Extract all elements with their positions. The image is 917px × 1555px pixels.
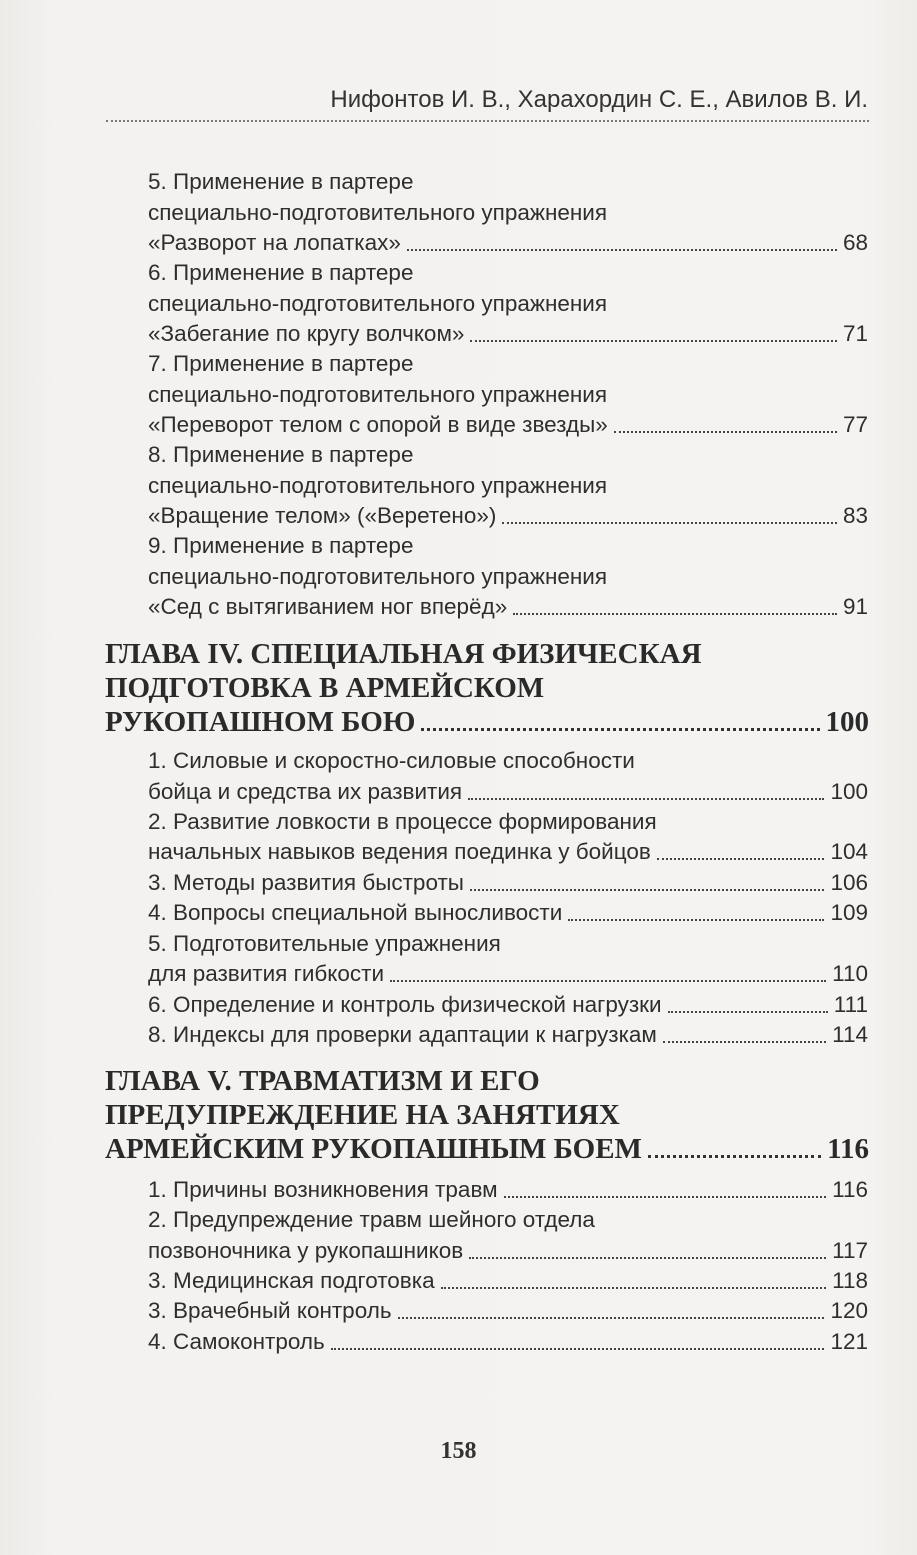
leader-dots <box>568 919 824 921</box>
chapter-heading-line[interactable] <box>105 1132 869 1166</box>
toc-entry-text: «Забегание по кругу волчком» <box>148 321 465 346</box>
toc-entry-line[interactable] <box>148 1327 868 1357</box>
toc-entry-line <box>148 258 868 288</box>
leader-dots <box>421 728 819 731</box>
toc-entry-text: 3. Методы развития быстроты <box>148 870 464 895</box>
toc-entry-text: специально-подготовительного упражнения <box>148 473 608 498</box>
page-number: 120 <box>830 1298 868 1323</box>
leader-dots <box>504 1196 827 1198</box>
toc-entry-line[interactable] <box>148 1020 868 1050</box>
toc-entry-line <box>148 440 868 470</box>
toc-entry-line[interactable] <box>148 1296 868 1326</box>
toc-entry-line[interactable] <box>148 501 868 531</box>
toc-entry-text: 7. Применение в партере <box>148 351 414 376</box>
toc-entry-text: «Переворот телом с опорой в виде звезды» <box>148 412 608 437</box>
toc-entry-line <box>148 1205 868 1235</box>
leader-dots <box>470 340 837 342</box>
toc-entry-line[interactable] <box>148 868 868 898</box>
toc-entry-line[interactable] <box>148 228 868 258</box>
toc-entry-line[interactable] <box>148 837 868 867</box>
leader-dots <box>663 1041 826 1043</box>
toc-entry-text: 5. Применение в партере <box>148 169 414 194</box>
chapter-title: АРМЕЙСКИМ РУКОПАШНЫМ БОЕМ <box>105 1133 642 1165</box>
page-number: 83 <box>842 503 868 528</box>
toc-entry-text: 2. Предупреждение травм шейного отдела <box>148 1207 595 1232</box>
toc-entry-line <box>148 471 868 501</box>
toc-entry-text: 6. Определение и контроль физической нагрузки <box>148 992 662 1017</box>
toc-entry-line[interactable] <box>148 592 868 622</box>
toc-entry-text: начальных навыков ведения поединка у бойцов <box>148 839 651 864</box>
leader-dots <box>657 858 825 860</box>
page-number: 116 <box>832 1177 868 1202</box>
toc-entry-text: 9. Применение в партере <box>148 533 414 558</box>
toc-entry-line[interactable] <box>148 319 868 349</box>
toc-entry-line <box>148 807 868 837</box>
chapter-title: ГЛАВА IV. СПЕЦИАЛЬНАЯ ФИЗИЧЕСКАЯ <box>105 638 702 670</box>
leader-dots <box>502 522 837 524</box>
toc-entry-text: 3. Медицинская подготовка <box>148 1268 435 1293</box>
toc-entry-line <box>148 380 868 410</box>
toc-entry-text: 8. Индексы для проверки адаптации к нагрузкам <box>148 1022 657 1047</box>
toc-entry-text: бойца и средства их развития <box>148 779 463 804</box>
running-header: Нифонтов И. В., Харахордин С. Е., Авилов В. И. <box>330 86 868 113</box>
leader-dots <box>390 980 826 982</box>
toc-entry-text: 8. Применение в партере <box>148 442 414 467</box>
toc-entry-line <box>148 198 868 228</box>
page-number: 71 <box>842 321 868 346</box>
toc-entry-text: для развития гибкости <box>148 961 385 986</box>
toc-entry-line <box>148 562 868 592</box>
toc-entry-line[interactable] <box>148 990 868 1020</box>
toc-entry-line[interactable] <box>148 1175 868 1205</box>
chapter-heading-line <box>105 1098 869 1132</box>
header-rule <box>106 120 869 122</box>
toc-entry-line <box>148 167 868 197</box>
page-number: 100 <box>825 706 869 738</box>
toc-entry-text: специально-подготовительного упражнения <box>148 291 608 316</box>
page-number: 106 <box>830 870 868 895</box>
toc-entry-text: «Сед с вытягиванием ног вперёд» <box>148 594 508 619</box>
chapter-heading-line <box>105 1064 869 1098</box>
toc-entry-text: специально-подготовительного упражнения <box>148 564 608 589</box>
toc-entry-text: 5. Подготовительные упражнения <box>148 931 501 956</box>
toc-entry-line <box>148 929 868 959</box>
leader-dots <box>441 1287 827 1289</box>
toc-entry-text: 1. Силовые и скоростно-силовые способности <box>148 748 635 773</box>
toc-entry-text: 1. Причины возникновения травм <box>148 1177 498 1202</box>
toc-entry-text: 2. Развитие ловкости в процессе формирования <box>148 809 657 834</box>
toc-entry-line[interactable] <box>148 410 868 440</box>
chapter-title: ГЛАВА V. ТРАВМАТИЗМ И ЕГО <box>105 1065 540 1097</box>
leader-dots <box>398 1317 825 1319</box>
chapter-title: РУКОПАШНОМ БОЮ <box>105 706 416 738</box>
page-number: 111 <box>833 992 868 1017</box>
toc-entry-text: позвоночника у рукопашников <box>148 1238 464 1263</box>
leader-dots <box>468 798 824 800</box>
toc-entry-text: 4. Самоконтроль <box>148 1329 325 1354</box>
toc-entry-text: «Вращение телом» («Веретено») <box>148 503 497 528</box>
page-number-footer: 158 <box>440 1438 477 1464</box>
page-number: 110 <box>832 961 868 986</box>
toc-entry-text: «Разворот на лопатках» <box>148 230 401 255</box>
page-number: 100 <box>830 779 868 804</box>
toc-entry-text: 4. Вопросы специальной выносливости <box>148 900 563 925</box>
toc-entry-line[interactable] <box>148 1236 868 1266</box>
page-number: 77 <box>842 412 868 437</box>
toc-entry-line <box>148 531 868 561</box>
toc-entry-text: 3. Врачебный контроль <box>148 1298 392 1323</box>
toc-entry-line <box>148 289 868 319</box>
chapter-heading-line[interactable] <box>105 705 869 739</box>
page-number: 116 <box>827 1133 869 1165</box>
leader-dots <box>331 1348 825 1350</box>
toc-entry-text: специально-подготовительного упражнения <box>148 382 608 407</box>
leader-dots <box>469 1257 826 1259</box>
page-number: 121 <box>830 1329 868 1354</box>
toc-entry-line[interactable] <box>148 898 868 928</box>
page-number: 109 <box>830 900 868 925</box>
chapter-heading-line <box>105 671 869 705</box>
page-number: 91 <box>842 594 868 619</box>
toc-entry-line[interactable] <box>148 1266 868 1296</box>
leader-dots <box>407 249 837 251</box>
toc-entry-line <box>148 746 868 776</box>
page-number: 118 <box>832 1268 868 1293</box>
page-number: 114 <box>832 1022 868 1047</box>
chapter-heading-line <box>105 637 869 671</box>
page-number: 68 <box>842 230 868 255</box>
page-number: 117 <box>832 1238 868 1263</box>
leader-dots <box>513 613 837 615</box>
toc-entry-line <box>148 349 868 379</box>
toc-entry-text: 6. Применение в партере <box>148 260 414 285</box>
toc-entry-line[interactable] <box>148 777 868 807</box>
chapter-title: ПОДГОТОВКА В АРМЕЙСКОМ <box>105 672 545 704</box>
chapter-title: ПРЕДУПРЕЖДЕНИЕ НА ЗАНЯТИЯХ <box>105 1099 620 1131</box>
page-number: 104 <box>830 839 868 864</box>
toc-entry-line[interactable] <box>148 959 868 989</box>
leader-dots <box>614 431 837 433</box>
toc-entry-text: специально-подготовительного упражнения <box>148 200 608 225</box>
leader-dots <box>668 1011 828 1013</box>
leader-dots <box>470 889 825 891</box>
leader-dots <box>648 1155 821 1158</box>
